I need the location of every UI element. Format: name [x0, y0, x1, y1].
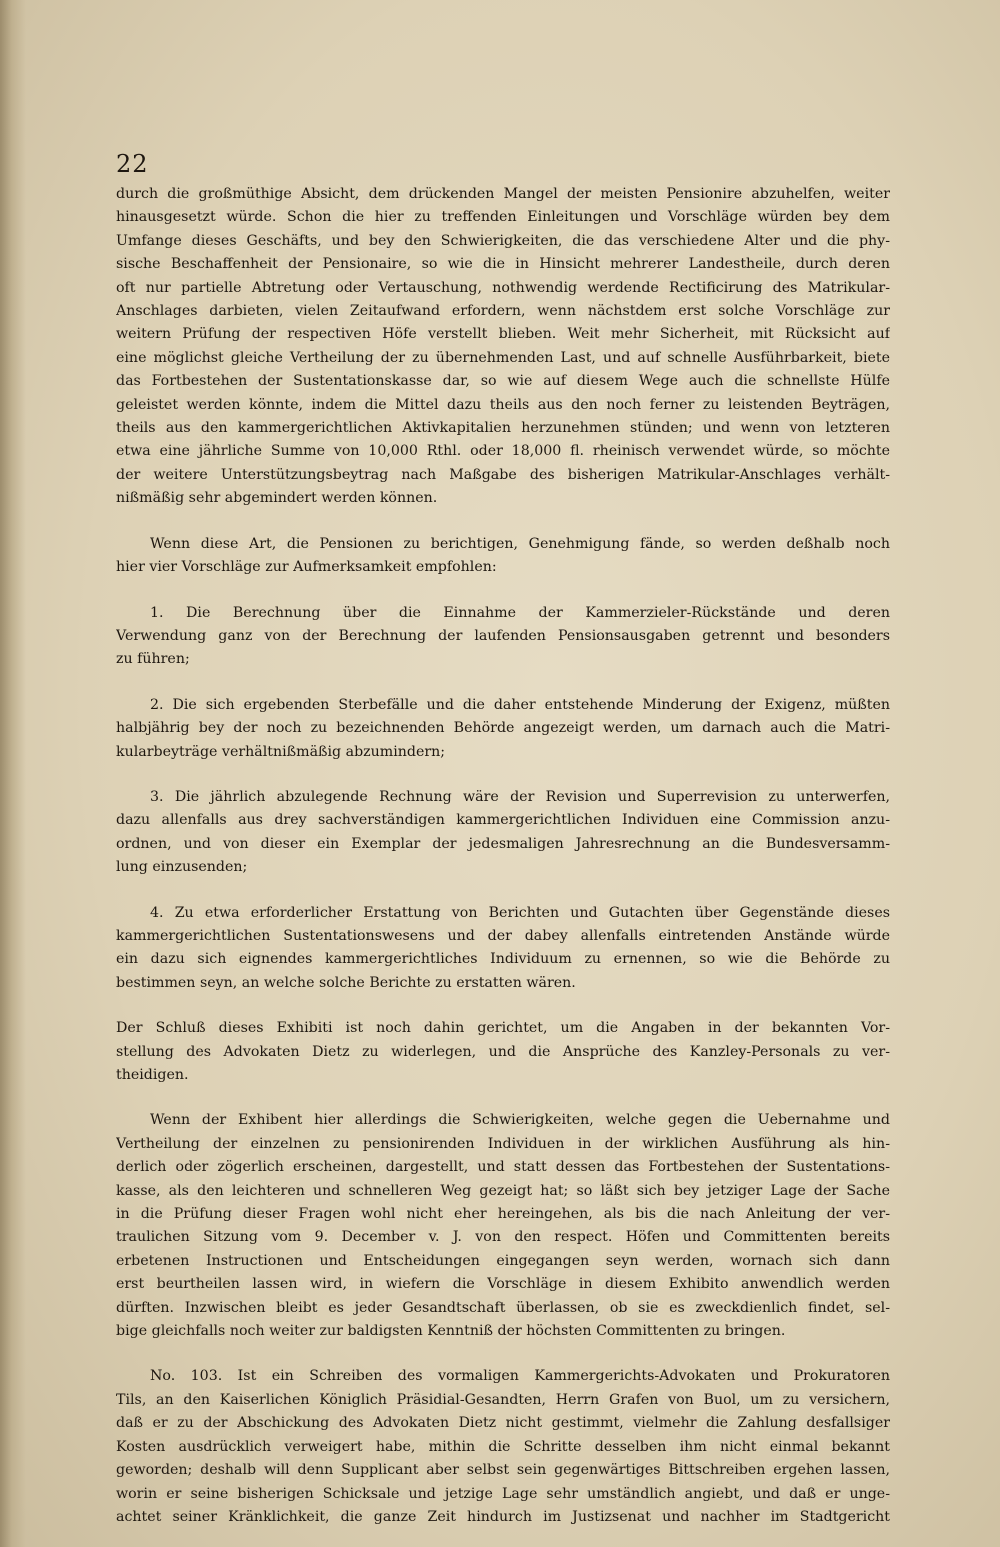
text-line: theidigen. [116, 1067, 189, 1083]
text-line: traulichen Sitzung vom 9. December v. J. von den respect. Höfen und Committenten bereits [116, 1229, 890, 1246]
text-line: daß er zu der Abschickung des Advokaten Dietz nicht gestimmt, vielmehr die Zahlung desfallsiger [116, 1415, 890, 1432]
text-line: 3. Die jährlich abzulegende Rechnung wäre der Revision und Superrevision zu unterwerfen, [150, 788, 890, 805]
paragraph-gap [116, 1343, 890, 1365]
text-line: 1. Die Berechnung über die Einnahme der Kammerzieler-Rückstände und deren [150, 604, 890, 621]
paragraph [116, 1109, 890, 1343]
paragraph [116, 694, 890, 764]
text-line: nißmäßig sehr abgemindert werden können. [116, 490, 438, 507]
text-line: Anschlages darbieten, vielen Zeitaufwand erfordern, wenn nächstdem erst solche Vorschläge zur [116, 303, 890, 320]
text-line: durch die großmüthige Absicht, dem drückenden Mangel der meisten Pensionire abzuhelfen, weiter [116, 186, 890, 202]
paragraph [116, 533, 890, 580]
paragraph-gap [116, 511, 890, 533]
text-line: lung einzusenden; [116, 859, 248, 876]
paragraph [116, 1365, 890, 1529]
text-line: theils aus den kammergerichtlichen Aktivkapitalien herzunehmen stünden; und wenn von letzteren [116, 420, 890, 437]
paragraph-gap [116, 580, 890, 602]
text-line: bige gleichfalls noch weiter zur baldigsten Kenntniß der höchsten Committenten zu bringen. [116, 1323, 786, 1340]
text-line: 4. Zu etwa erforderlicher Erstattung von Berichten und Gutachten über Gegenstände dieses [150, 904, 890, 921]
text-line: ein dazu sich eignendes kammergerichtliches Individuum zu ernennen, so wie die Behörde zu [116, 951, 890, 968]
text-line: Wenn der Exhibent hier allerdings die Schwierigkeiten, welche gegen die Uebernahme und [150, 1112, 890, 1129]
paragraph [116, 902, 890, 996]
text-line: Wenn diese Art, die Pensionen zu berichtigen, Genehmigung fände, so werden deßhalb noch [150, 535, 890, 552]
text-line: kammergerichtlichen Sustentationswesens und der dabey allenfalls eintretenden Anstände würde [116, 927, 890, 944]
text-line: geleistet werden könnte, indem die Mittel dazu theils aus den noch ferner zu leistenden Beyträgen, [116, 396, 890, 413]
text-line: hier vier Vorschläge zur Aufmerksamkeit empfohlen: [116, 559, 497, 576]
paragraph-gap [116, 995, 890, 1017]
text-line: kularbeyträge verhältnißmäßig abzumindern; [116, 743, 446, 760]
text-line: zu führen; [116, 651, 190, 668]
text-line: Verwendung ganz von der Berechnung der laufenden Pensionsausgaben getrennt und besonders [116, 627, 890, 644]
text-line: eine möglichst gleiche Vertheilung der zu übernehmenden Last, und auf schnelle Ausführbarkeit, biete [116, 349, 890, 366]
text-line: Kosten ausdrücklich verweigert habe, mithin die Schritte desselben ihm nicht einmal bekannt [116, 1438, 890, 1455]
text-line: Tils, an den Kaiserlichen Königlich Präsidial-Gesandten, Herrn Grafen von Buol, um zu versichern, [116, 1391, 890, 1408]
paragraph [116, 1017, 890, 1087]
text-line: dürften. Inzwischen bleibt es jeder Gesandtschaft überlassen, ob sie es zweckdienlich findet, sel- [116, 1299, 890, 1316]
text-line: achtet seiner Kränklichkeit, die ganze Zeit hindurch im Justizsenat und nachher im Stadtgericht [116, 1508, 890, 1525]
paragraph-gap [116, 672, 890, 694]
text-line: kasse, als den leichteren und schnelleren Weg gezeigt hat; so läßt sich bey jetziger Lage der Sache [116, 1182, 890, 1199]
text-line: worin er seine bisherigen Schicksale und jetzige Lage sehr umständlich angiebt, und daß er unge- [116, 1485, 890, 1502]
paragraph-gap [116, 764, 890, 786]
text-line: dazu allenfalls aus drey sachverständigen kammergerichtlichen Individuen eine Commission anzu- [116, 812, 890, 829]
text-line: erst beurtheilen lassen wird, in wiefern die Vorschläge in diesem Exhibito anwendlich werden [116, 1276, 890, 1293]
page-number: 22 [116, 150, 149, 178]
text-line: halbjährig bey der noch zu bezeichnenden Behörde angezeigt werden, um darnach auch die Matri- [116, 720, 890, 737]
text-line: No. 103. Ist ein Schreiben des vormaligen Kammergerichts-Advokaten und Prokuratoren [150, 1368, 890, 1385]
text-line: etwa eine jährliche Summe von 10,000 Rthl. oder 18,000 fl. rheinisch verwendet würde, so möchte [116, 443, 890, 460]
paragraph [116, 183, 890, 511]
paragraph [116, 786, 890, 880]
body-text [116, 183, 890, 1529]
text-line: erbetenen Instructionen und Entscheidungen eingegangen seyn werden, wornach sich dann [116, 1252, 890, 1269]
text-line: sische Beschaffenheit der Pensionaire, so wie die in Hinsicht mehrerer Landestheile, durch deren [116, 256, 890, 273]
text-line: das Fortbestehen der Sustentationskasse dar, so wie auf diesem Wege auch die schnellste Hülfe [116, 373, 890, 390]
text-line: derlich oder zögerlich erscheinen, dargestellt, und statt dessen das Fortbestehen der Sustentations- [116, 1159, 890, 1176]
text-line: stellung des Advokaten Dietz zu widerlegen, und die Ansprüche des Kanzley-Personals zu ver- [116, 1043, 890, 1060]
text-line: in die Prüfung dieser Fragen wohl nicht eher hereingehen, als bis die nach Anleitung der ver- [116, 1206, 890, 1223]
text-line: 2. Die sich ergebenden Sterbefälle und die daher entstehende Minderung der Exigenz, müßten [150, 696, 890, 713]
page-binding-shadow [0, 0, 26, 1547]
text-line: Vertheilung der einzelnen zu pensionirenden Individuen in der wirklichen Ausführung als hin- [116, 1135, 890, 1152]
text-line: Der Schluß dieses Exhibiti ist noch dahin gerichtet, um die Angaben in der bekannten Vor- [116, 1020, 890, 1037]
paragraph [116, 602, 890, 672]
text-line: ordnen, und von dieser ein Exemplar der jedesmaligen Jahresrechnung an die Bundesversamm- [116, 835, 890, 852]
text-line: der weitere Unterstützungsbeytrag nach Maßgabe des bisherigen Matrikular-Anschlages verhält- [116, 466, 890, 483]
paragraph-gap [116, 880, 890, 902]
text-line: weitern Prüfung der respectiven Höfe verstellt blieben. Weit mehr Sicherheit, mit Rücksicht auf [116, 326, 890, 343]
text-line: Umfange dieses Geschäfts, und bey den Schwierigkeiten, die das verschiedene Alter und die phy- [116, 232, 890, 249]
text-line: hinausgesetzt würde. Schon die hier zu treffenden Einleitungen und Vorschläge würden bey dem [116, 209, 890, 226]
text-line: geworden; deshalb will denn Supplicant aber selbst sein gegenwärtiges Bittschreiben ergehen lassen, [116, 1462, 890, 1479]
text-line: bestimmen seyn, an welche solche Berichte zu erstatten wären. [116, 974, 576, 991]
paragraph-gap [116, 1087, 890, 1109]
text-line: oft nur partielle Abtretung oder Vertauschung, nothwendig werdende Rectificirung des Matrikular- [116, 279, 890, 296]
